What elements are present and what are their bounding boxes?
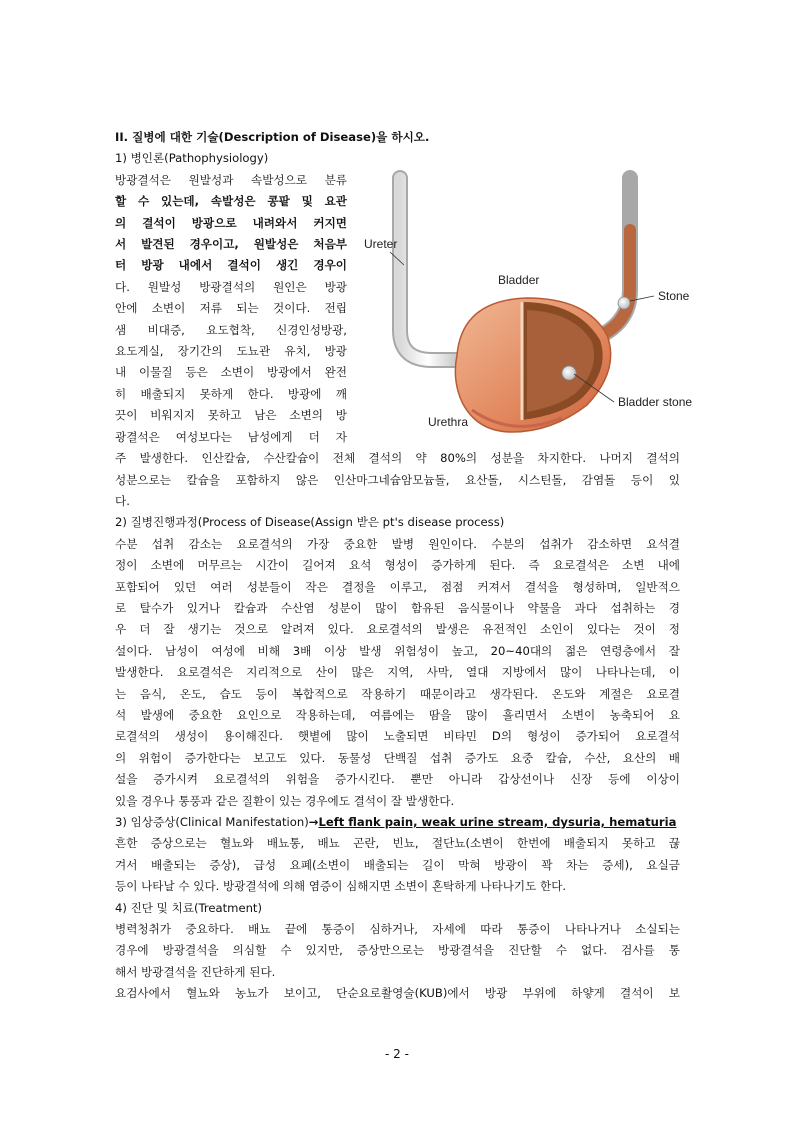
text-line: 설을 증가시켜 요로결석의 위험을 증가시킨다. 뿐만 아니라 갑상선이나 신장 등에 이상이 bbox=[115, 772, 680, 787]
label-urethra: Urethra bbox=[428, 415, 469, 429]
text-line: 의 결석이 방광으로 내려와서 커지면 bbox=[115, 215, 347, 230]
label-bladder-stone: Bladder stone bbox=[618, 395, 693, 409]
text-line: 끗이 비워지지 못하고 남은 소변의 방 bbox=[115, 408, 347, 423]
text-line: 안에 소변이 저류 되는 것이다. 전립 bbox=[115, 301, 347, 316]
text-line: 정이 소변에 머무르는 시간이 길어져 요석 형성이 증가하게 된다. 즉 요로결석은 소변 내에 bbox=[115, 558, 680, 573]
text-line: 겨서 배출되는 증상), 급성 요폐(소변이 배출되는 길이 막혀 방광이 꽉 차는 증세), 요실금 bbox=[115, 857, 680, 872]
page-number: - 2 - bbox=[385, 1047, 409, 1061]
text-line: 발생한다. 요로결석은 지리적으로 산이 많은 지역, 사막, 열대 지방에서 많이 나타나는데, 이 bbox=[115, 665, 680, 680]
text-line: 히 배출되지 못하게 한다. 방광에 깨 bbox=[115, 386, 347, 401]
clinical-title-prefix: 3) 임상증상(Clinical Manifestation) bbox=[115, 815, 309, 829]
arrow-symbol: → bbox=[308, 815, 319, 829]
treatment-text bbox=[115, 919, 680, 1005]
text-line: 수분 섭취 감소는 요로결석의 가장 중요한 발병 원인이다. 수분의 섭취가 감소하면 요석결 bbox=[115, 536, 680, 551]
text-line: 경우에 방광결석을 의심할 수 있지만, 증상만으로는 방광결석을 진단할 수 없다. 검사를 통 bbox=[115, 943, 680, 958]
text-line: 성분으로는 칼슘을 포함하지 않은 인산마그네슘암모늄돌, 요산돌, 시스틴돌, 감염돌 등이 있 bbox=[115, 472, 680, 487]
text-line: 있을 경우나 통풍과 같은 질환이 있는 경우에도 결석이 잘 발생한다. bbox=[115, 793, 455, 808]
text-line: 로결석의 생성이 용이해진다. 햇볕에 많이 노출되면 비타민 D의 형성이 증가되어 요로결석 bbox=[115, 729, 680, 744]
left-ureter-shape bbox=[400, 178, 462, 360]
pathophysiology-title: 1) 병인론(Pathophysiology) bbox=[115, 151, 269, 166]
text-line: 병력청취가 중요하다. 배뇨 끝에 통증이 심하거나, 자세에 따라 통증이 나타나거나 소실되는 bbox=[115, 922, 680, 937]
text-line: 요검사에서 혈뇨와 농뇨가 보이고, 단순요로촬영술(KUB)에서 방광 부위에 하얗게 결석이 보 bbox=[115, 986, 680, 1001]
text-line: 할 수 있는데, 속발성은 콩팥 및 요관 bbox=[115, 194, 347, 209]
text-line: 서 발견된 경우이고, 원발성은 처음부 bbox=[115, 237, 347, 252]
text-line: 다. bbox=[115, 493, 130, 508]
text-line: 로 탈수가 있거나 칼슘과 수산염 성분이 많이 함유된 음식물이나 약물을 과다 섭취하는 경 bbox=[115, 600, 680, 615]
ureter-stone bbox=[618, 297, 630, 309]
label-bladder: Bladder bbox=[498, 273, 540, 287]
text-line: 포함되어 있던 여러 성분들이 작은 결정을 이루고, 점점 커져서 결석을 형성하며, 일반적으 bbox=[115, 579, 680, 594]
text-line: 요도게실, 장기간의 도뇨관 유치, 방광 bbox=[115, 344, 347, 359]
text-line: 주 발생한다. 인산칼슘, 수산칼슘이 전체 결석의 약 80%의 성분을 차지한다. 나머지 결석의 bbox=[115, 451, 680, 466]
text-line: 해서 방광결석을 진단하게 된다. bbox=[115, 964, 276, 979]
label-stone: Stone bbox=[658, 289, 690, 303]
text-line: 는 음식, 온도, 습도 등이 복합적으로 작용하기 때문이라고 생각된다. 온도와 계절은 요로결 bbox=[115, 686, 680, 701]
pathophysiology-full-text bbox=[115, 448, 680, 512]
clinical-manifestation-text bbox=[115, 833, 680, 897]
disease-process-title: 2) 질병진행과정(Process of Disease(Assign 받은 pt's disease process) bbox=[115, 515, 505, 530]
text-line: 설이다. 남성이 여성에 비해 3배 이상 발생 위험성이 높고, 20~40대의 젊은 연령층에서 잘 bbox=[115, 643, 680, 658]
text-line: 등이 나타날 수 있다. 방광결석에 의해 염증이 심해지면 소변이 혼탁하게 나타나기도 한다. bbox=[115, 879, 567, 894]
treatment-title: 4) 진단 및 치료(Treatment) bbox=[115, 900, 262, 915]
text-line: 다. 원발성 방광결석의 원인은 방광 bbox=[115, 279, 347, 294]
text-line: 흔한 증상으로는 혈뇨와 배뇨통, 배뇨 곤란, 빈뇨, 절단뇨(소변이 한번에 배출되지 못하고 끊 bbox=[115, 836, 680, 851]
clinical-manifestation-title bbox=[115, 812, 680, 833]
text-line: 내 이물질 등은 소변이 방광에서 완전 bbox=[115, 365, 347, 380]
label-ureter: Ureter bbox=[364, 237, 398, 251]
text-line: 의 위험이 증가한다는 보고도 있다. 동물성 단백질 섭취 증가도 요중 칼슘, 수산, 요산의 배 bbox=[115, 750, 680, 765]
bladder-illustration bbox=[362, 170, 702, 435]
section-heading: II. 질병에 대한 기술(Description of Disease)을 하시오. bbox=[115, 130, 430, 144]
text-line: 방광결석은 원발성과 속발성으로 분류 bbox=[115, 172, 347, 187]
text-line: 샘 비대증, 요도협착, 신경인성방광, bbox=[115, 322, 347, 337]
clinical-symptoms-emphasis: Left flank pain, weak urine stream, dysuria, hematuria bbox=[318, 815, 677, 829]
text-line: 우 더 잘 생기는 것으로 알려져 있다. 요로결석의 발생은 유전적인 소인이 있다는 것이 정 bbox=[115, 622, 680, 637]
disease-process-text bbox=[115, 534, 680, 812]
text-line: 터 방광 내에서 결석이 생긴 경우이 bbox=[115, 258, 347, 273]
bladder-stone bbox=[562, 366, 576, 380]
text-line: 광결석은 여성보다는 남성에게 더 자 bbox=[115, 429, 347, 444]
text-line: 석 발생에 중요한 요인으로 작용하는데, 여름에는 땀을 많이 흘리면서 소변이 농축되어 요 bbox=[115, 707, 680, 722]
